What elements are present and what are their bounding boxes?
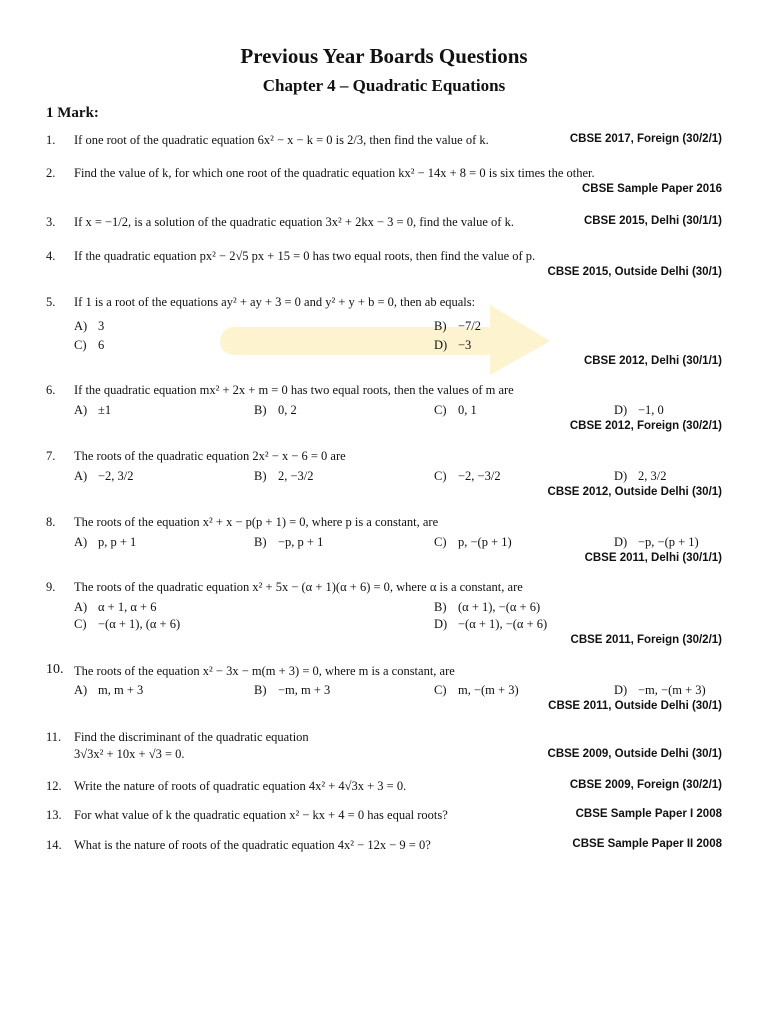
option-d: D) −1, 0 — [614, 403, 664, 417]
question-number: 9. — [46, 580, 56, 594]
question-text: For what value of k the quadratic equation x² − kx + 4 = 0 has equal roots? — [74, 808, 448, 822]
question-source: CBSE 2012, Delhi (30/1/1) — [583, 355, 722, 367]
question-number: 3. — [46, 215, 56, 229]
question-source: CBSE 2011, Delhi (30/1/1) — [584, 552, 722, 564]
option-c: C) m, −(m + 3) — [434, 683, 519, 697]
question-text: Find the value of k, for which one root of the quadratic equation kx² − 14x + 8 = 0 is six times the other. — [74, 166, 595, 180]
option-c: C) −2, −3/2 — [434, 469, 501, 483]
option-a: A) 3 — [74, 319, 105, 333]
option-c: C) p, −(p + 1) — [434, 535, 512, 549]
question-text: The roots of the quadratic equation 2x² − x − 6 = 0 are — [74, 449, 346, 463]
option-b: B) −p, p + 1 — [254, 535, 324, 549]
question-text: The roots of the quadratic equation x² + 5x − (α + 1)(α + 6) = 0, where α is a constant, are — [74, 580, 523, 594]
question-source: CBSE 2017, Foreign (30/2/1) — [569, 133, 722, 145]
option-a: A) ±1 — [74, 403, 112, 417]
question-source: CBSE 2011, Outside Delhi (30/1) — [548, 700, 722, 712]
question-source: CBSE 2012, Foreign (30/2/1) — [569, 420, 722, 432]
question-source: CBSE 2015, Delhi (30/1/1) — [583, 215, 722, 227]
question-number: 7. — [46, 449, 56, 463]
question-number: 10. — [46, 662, 64, 677]
option-a: A) m, m + 3 — [74, 683, 144, 697]
question-text: Write the nature of roots of quadratic equation 4x² + 4√3x + 3 = 0. — [74, 779, 407, 793]
option-c: C) −(α + 1), (α + 6) — [74, 617, 181, 631]
option-c: C) 6 — [74, 338, 105, 352]
question-number: 12. — [46, 779, 62, 793]
option-a: A) p, p + 1 — [74, 535, 137, 549]
question-source: CBSE Sample Paper I 2008 — [575, 808, 722, 820]
option-a: A) α + 1, α + 6 — [74, 600, 157, 614]
question-text: If 1 is a root of the equations ay² + ay + 3 = 0 and y² + y + b = 0, then ab equals: — [74, 295, 476, 309]
chapter-title: Chapter 4 – Quadratic Equations — [262, 76, 506, 95]
question-text: The roots of the equation x² + x − p(p + 1) = 0, where p is a constant, are — [74, 515, 439, 529]
question-number: 1. — [46, 133, 56, 147]
question-source: CBSE Sample Paper 2016 — [582, 183, 722, 195]
option-b: B) −m, m + 3 — [254, 683, 331, 697]
option-d: D) −m, −(m + 3) — [614, 683, 706, 697]
question-text: The roots of the equation x² − 3x − m(m + 3) = 0, where m is a constant, are — [74, 664, 455, 678]
question-equation: 3√3x² + 10x + √3 = 0. — [74, 747, 185, 761]
question-number: 13. — [46, 808, 62, 822]
question-text: If x = −1/2, is a solution of the quadratic equation 3x² + 2kx − 3 = 0, find the value of k. — [74, 215, 514, 229]
option-d: D) −(α + 1), −(α + 6) — [434, 617, 548, 631]
option-c: C) 0, 1 — [434, 403, 477, 417]
question-text: If one root of the quadratic equation 6x² − x − k = 0 is 2/3, then find the value of k. — [74, 133, 489, 147]
question-text: Find the discriminant of the quadratic equation — [74, 730, 309, 744]
question-source: CBSE 2015, Outside Delhi (30/1) — [547, 266, 722, 278]
question-source: CBSE Sample Paper II 2008 — [572, 838, 722, 850]
question-number: 11. — [46, 730, 62, 744]
question-source: CBSE 2009, Foreign (30/2/1) — [569, 779, 722, 791]
section-heading: 1 Mark: — [46, 105, 99, 121]
question-text: If the quadratic equation mx² + 2x + m = 0 has two equal roots, then the values of m are — [74, 383, 514, 397]
option-a: A) −2, 3/2 — [74, 469, 134, 483]
question-text: If the quadratic equation px² − 2√5 px + 15 = 0 has two equal roots, then find the value of p. — [74, 249, 536, 263]
question-number: 8. — [46, 515, 56, 529]
option-b: B) 0, 2 — [254, 403, 297, 417]
question-source: CBSE 2011, Foreign (30/2/1) — [570, 634, 722, 646]
question-number: 4. — [46, 249, 56, 263]
option-b: B) (α + 1), −(α + 6) — [434, 600, 541, 614]
question-number: 5. — [46, 295, 56, 309]
question-source: CBSE 2009, Outside Delhi (30/1) — [547, 748, 722, 760]
question-source: CBSE 2012, Outside Delhi (30/1) — [547, 486, 722, 498]
option-b: B) 2, −3/2 — [254, 469, 314, 483]
option-b: B) −7/2 — [434, 319, 482, 333]
question-text: What is the nature of roots of the quadratic equation 4x² − 12x − 9 = 0? — [74, 838, 431, 852]
question-number: 14. — [46, 838, 62, 852]
option-d: D) 2, 3/2 — [614, 469, 667, 483]
option-d: D) −p, −(p + 1) — [614, 535, 699, 549]
question-number: 6. — [46, 383, 56, 397]
option-d: D) −3 — [434, 338, 472, 352]
question-number: 2. — [46, 166, 56, 180]
page-title: Previous Year Boards Questions — [240, 44, 528, 68]
